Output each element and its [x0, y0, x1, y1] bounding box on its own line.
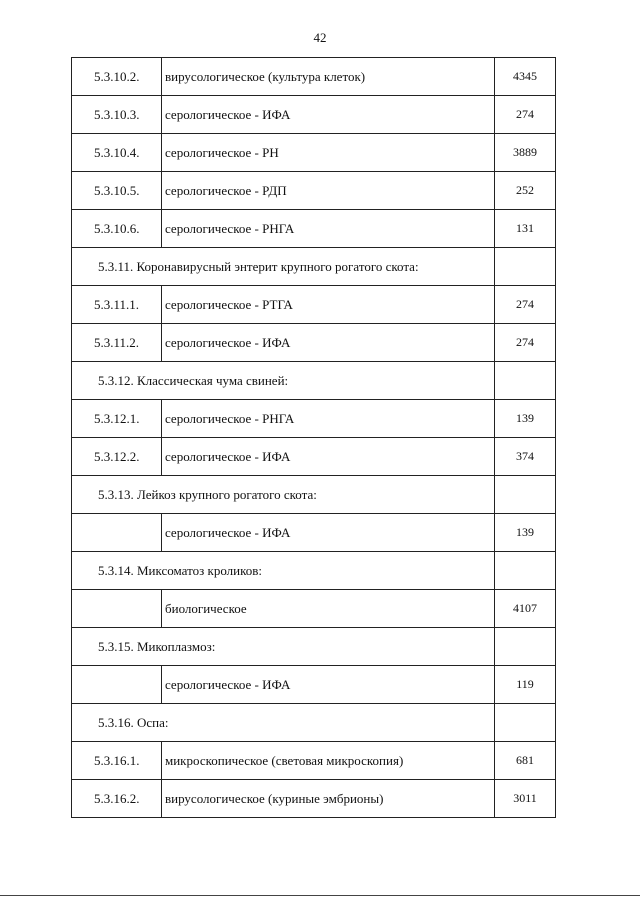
table-row — [72, 286, 556, 324]
item-name: серологическое - РНГА — [162, 400, 495, 438]
item-price: 4107 — [495, 590, 556, 628]
section-title: 5.3.14. Миксоматоз кроликов: — [72, 552, 495, 590]
item-price: 131 — [495, 210, 556, 248]
item-name: вирусологическое (куриные эмбрионы) — [162, 780, 495, 818]
item-code — [72, 666, 162, 704]
item-code: 5.3.11.2. — [72, 324, 162, 362]
item-name: серологическое - ИФА — [162, 324, 495, 362]
item-name: серологическое - ИФА — [162, 438, 495, 476]
section-row — [72, 248, 556, 286]
section-title: 5.3.13. Лейкоз крупного рогатого скота: — [72, 476, 495, 514]
table-row — [72, 400, 556, 438]
item-price: 3011 — [495, 780, 556, 818]
table-row — [72, 742, 556, 780]
price-table — [71, 57, 556, 818]
empty-price-cell — [495, 704, 556, 742]
table-row — [72, 324, 556, 362]
section-row — [72, 476, 556, 514]
item-price: 139 — [495, 400, 556, 438]
item-code: 5.3.10.4. — [72, 134, 162, 172]
empty-price-cell — [495, 628, 556, 666]
item-name: серологическое - РНГА — [162, 210, 495, 248]
item-price: 681 — [495, 742, 556, 780]
table-row — [72, 96, 556, 134]
item-name: серологическое - РН — [162, 134, 495, 172]
item-price: 3889 — [495, 134, 556, 172]
table-row — [72, 134, 556, 172]
item-price: 252 — [495, 172, 556, 210]
item-code: 5.3.12.1. — [72, 400, 162, 438]
item-name: серологическое - ИФА — [162, 514, 495, 552]
item-name: вирусологическое (культура клеток) — [162, 58, 495, 96]
section-title: 5.3.15. Микоплазмоз: — [72, 628, 495, 666]
item-name: серологическое - РДП — [162, 172, 495, 210]
price-table-body — [72, 58, 556, 818]
item-price: 274 — [495, 96, 556, 134]
item-code: 5.3.10.5. — [72, 172, 162, 210]
table-row — [72, 438, 556, 476]
item-price: 4345 — [495, 58, 556, 96]
item-code: 5.3.10.3. — [72, 96, 162, 134]
table-row — [72, 210, 556, 248]
item-code: 5.3.16.2. — [72, 780, 162, 818]
table-row — [72, 58, 556, 96]
section-title: 5.3.12. Классическая чума свиней: — [72, 362, 495, 400]
empty-price-cell — [495, 248, 556, 286]
item-code — [72, 514, 162, 552]
table-row — [72, 172, 556, 210]
section-row — [72, 628, 556, 666]
empty-price-cell — [495, 552, 556, 590]
empty-price-cell — [495, 362, 556, 400]
item-price: 274 — [495, 286, 556, 324]
table-row — [72, 514, 556, 552]
table-row — [72, 590, 556, 628]
section-row — [72, 704, 556, 742]
item-price: 119 — [495, 666, 556, 704]
item-price: 374 — [495, 438, 556, 476]
table-row — [72, 666, 556, 704]
item-name: микроскопическое (световая микроскопия) — [162, 742, 495, 780]
item-code — [72, 590, 162, 628]
item-name: серологическое - РТГА — [162, 286, 495, 324]
item-price: 139 — [495, 514, 556, 552]
item-code: 5.3.10.2. — [72, 58, 162, 96]
page-number: 42 — [313, 30, 327, 45]
item-code: 5.3.12.2. — [72, 438, 162, 476]
section-row — [72, 552, 556, 590]
item-code: 5.3.10.6. — [72, 210, 162, 248]
empty-price-cell — [495, 476, 556, 514]
item-name: биологическое — [162, 590, 495, 628]
bottom-rule — [0, 895, 640, 896]
table-row — [72, 780, 556, 818]
section-row — [72, 362, 556, 400]
section-title: 5.3.16. Оспа: — [72, 704, 495, 742]
section-title: 5.3.11. Коронавирусный энтерит крупного рогатого скота: — [72, 248, 495, 286]
item-name: серологическое - ИФА — [162, 96, 495, 134]
item-code: 5.3.16.1. — [72, 742, 162, 780]
item-code: 5.3.11.1. — [72, 286, 162, 324]
item-name: серологическое - ИФА — [162, 666, 495, 704]
item-price: 274 — [495, 324, 556, 362]
